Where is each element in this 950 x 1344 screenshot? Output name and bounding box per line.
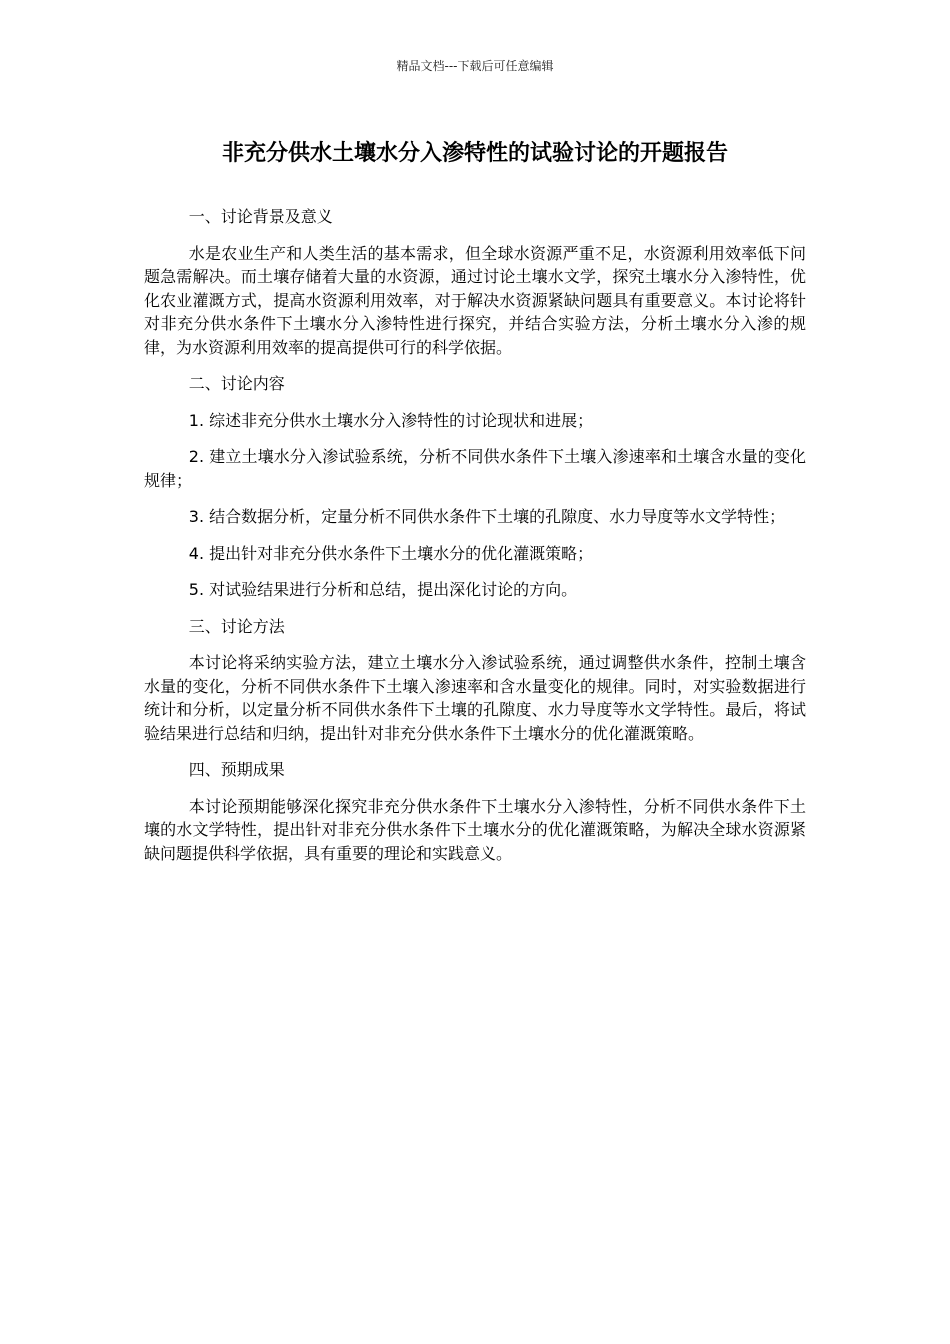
document-title: 非充分供水土壤水分入渗特性的试验讨论的开题报告: [221, 141, 728, 166]
list-item-content-4: 4. 提出针对非充分供水条件下土壤水分的优化灌溉策略；: [188, 543, 594, 563]
list-item-content-5: 5. 对试验结果进行分析和总结，提出深化讨论的方向。: [188, 580, 578, 599]
paragraph-outcomes: 本讨论预期能够深化探究非充分供水条件下土壤水分入渗特性，分析不同供水条件下土壤的水文学特性，提出针对非充分供水条件下土壤水分的优化灌溉策略，为解决全球水资源紧缺问题提供科学依据，具有重要的理论和实践意义。: [144, 796, 806, 863]
page-header-note: 精品文档---下载后可任意编辑: [396, 59, 554, 73]
section-heading-method: 三、讨论方法: [188, 616, 285, 636]
paragraph-background: 水是农业生产和人类生活的基本需求，但全球水资源严重不足，水资源利用效率低下问题急需解决。而土壤存储着大量的水资源，通过讨论土壤水文学，探究土壤水分入渗特性，优化农业灌溉方式，提高水资源利用效率，对于解决水资源紧缺问题具有重要意义。本讨论将针对非充分供水条件下土壤水分入渗特性进行探究，并结合实验方法，分析土壤水分入渗的规律，为水资源利用效率的提高提供可行的科学依据。: [144, 243, 806, 357]
list-item-content-3: 3. 结合数据分析，定量分析不同供水条件下土壤的孔隙度、水力导度等水文学特性；: [188, 507, 786, 526]
document-body: [144, 205, 806, 878]
list-item-content-2: 2. 建立土壤水分入渗试验系统，分析不同供水条件下土壤入渗速率和土壤含水量的变化规律；: [144, 447, 806, 490]
section-heading-content: 二、讨论内容: [188, 374, 285, 393]
section-heading-background: 一、讨论背景及意义: [188, 207, 333, 226]
list-item-content-1: 1. 综述非充分供水土壤水分入渗特性的讨论现状和进展；: [188, 410, 594, 430]
section-heading-outcomes: 四、预期成果: [188, 760, 285, 779]
paragraph-method: 本讨论将采纳实验方法，建立土壤水分入渗试验系统，通过调整供水条件，控制土壤含水量的变化，分析不同供水条件下土壤入渗速率和含水量变化的规律。同时，对实验数据进行统计和分析，以定量分析不同供水条件下土壤的孔隙度、水力导度等水文学特性。最后，将试验结果进行总结和归纳，提出针对非充分供水条件下土壤水分的优化灌溉策略。: [144, 653, 806, 743]
